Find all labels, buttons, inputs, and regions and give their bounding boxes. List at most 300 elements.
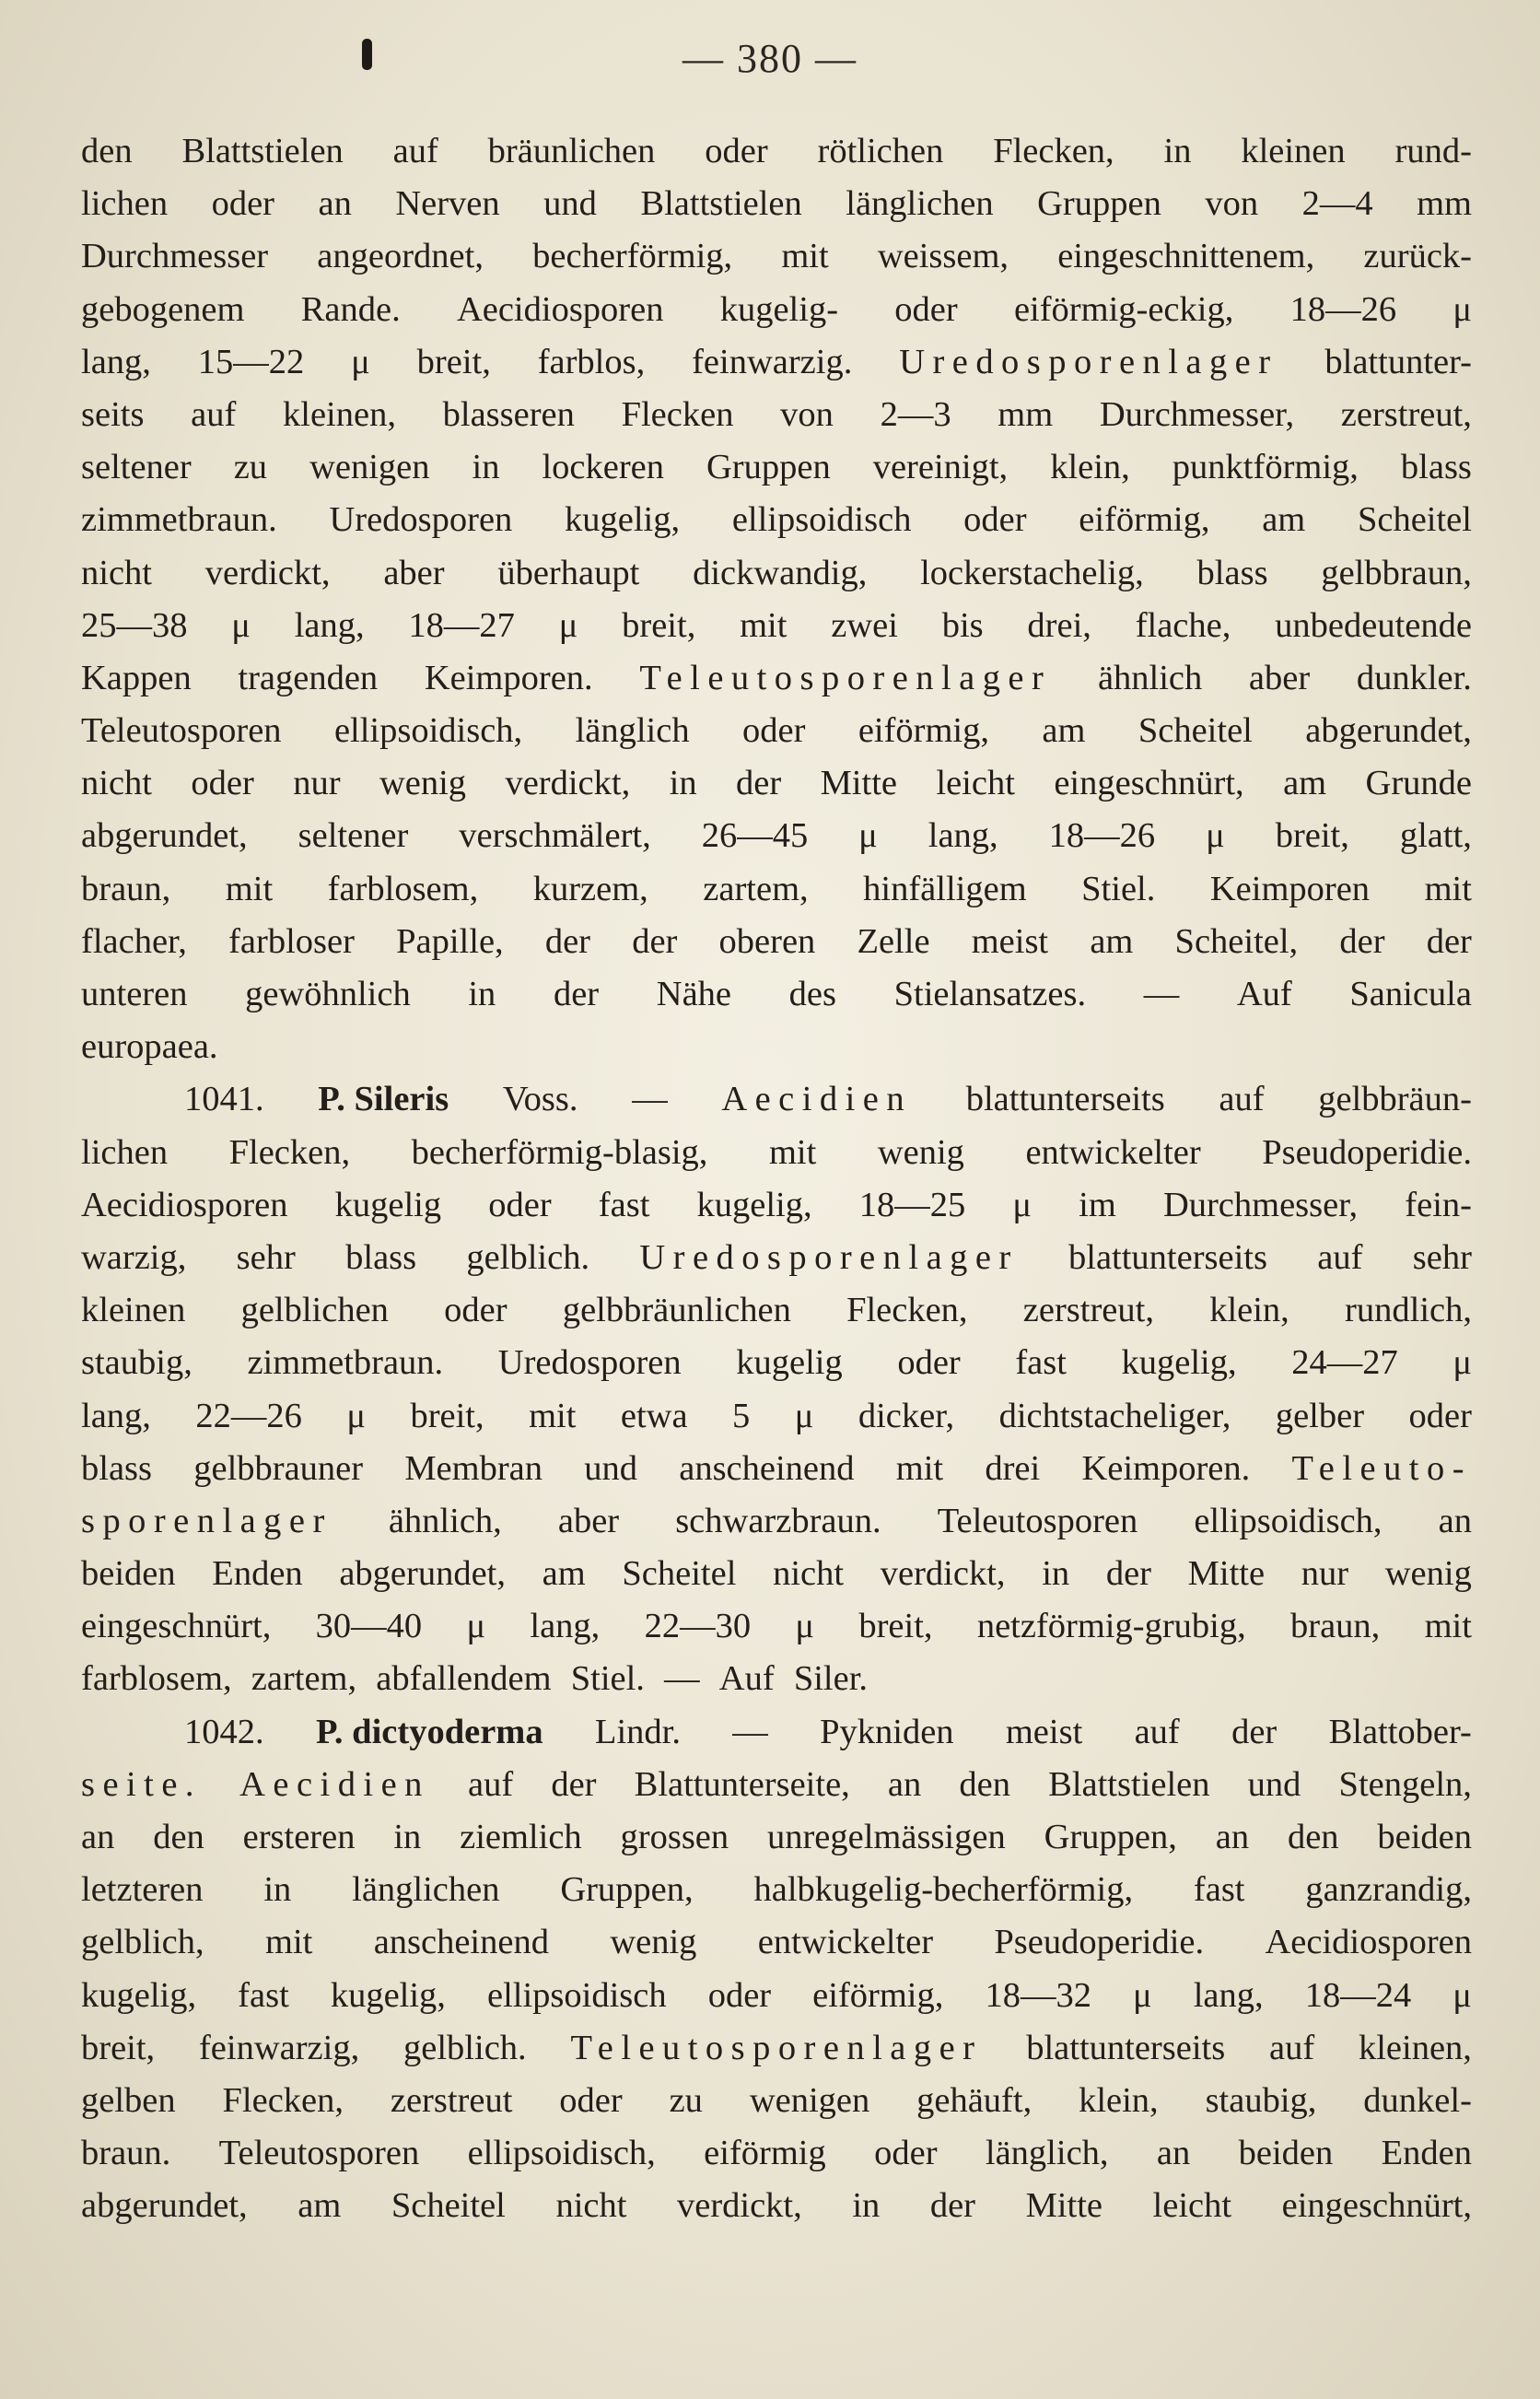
word: eiförmig xyxy=(704,2134,826,2173)
word: seits xyxy=(81,394,145,434)
word: feinwarzig. xyxy=(692,342,853,381)
word: staubig, xyxy=(1205,2080,1317,2120)
word: der xyxy=(1339,921,1385,961)
word: meist xyxy=(1005,1712,1083,1751)
word: nicht xyxy=(555,2186,627,2226)
word: fast xyxy=(238,1975,289,2015)
word: staubig, xyxy=(81,1343,192,1383)
word: seltener xyxy=(298,816,409,856)
word: blass xyxy=(345,1237,417,1277)
word: auf xyxy=(1134,1712,1180,1751)
word: Stiel. xyxy=(1081,869,1156,908)
word: lockerstachelig, xyxy=(920,553,1144,592)
text-line xyxy=(81,284,1472,336)
word: Flecken, xyxy=(993,132,1114,170)
word: weissem, xyxy=(877,237,1009,276)
word: breit, xyxy=(416,342,491,381)
word: oder xyxy=(444,1291,508,1330)
word: der xyxy=(1105,1554,1151,1594)
word: den xyxy=(959,1764,1010,1804)
word: verdickt, xyxy=(880,1554,1006,1594)
word: klein, xyxy=(1079,2080,1159,2120)
word: gelblich. xyxy=(403,2028,527,2067)
word: μ xyxy=(351,342,370,381)
word: oder xyxy=(488,1185,552,1224)
word: in xyxy=(468,975,496,1013)
word: wenig xyxy=(379,764,467,803)
text-line xyxy=(81,389,1472,441)
word: Aecidiosporen xyxy=(456,289,664,329)
word: seite. xyxy=(81,1764,202,1804)
word: dichtstacheliger, xyxy=(998,1396,1231,1435)
text-line xyxy=(81,1021,1472,1073)
text-line xyxy=(81,652,1472,705)
word: kleinen xyxy=(1241,132,1346,170)
word: in xyxy=(1163,132,1192,170)
word: verdickt, xyxy=(204,553,331,592)
word: μ xyxy=(346,1396,366,1435)
word: zurück- xyxy=(1363,237,1472,276)
word: μ xyxy=(231,605,251,645)
word: verdickt, xyxy=(505,764,631,803)
word: an xyxy=(318,184,352,224)
word: oder xyxy=(1408,1396,1472,1435)
word: blattunterseits xyxy=(965,1080,1165,1119)
word: verschmälert, xyxy=(459,816,651,856)
word: der xyxy=(1426,921,1472,961)
word: Teleutosporen xyxy=(937,1501,1138,1540)
word: Voss. xyxy=(502,1080,578,1119)
word: zartem, xyxy=(703,869,809,908)
word: abgerundet, xyxy=(1305,711,1472,751)
word: in xyxy=(852,2186,881,2226)
word: Gruppen xyxy=(1037,184,1161,224)
word: nicht xyxy=(773,1554,845,1594)
text-line xyxy=(81,600,1472,652)
word: gelbbräunlichen xyxy=(562,1291,791,1330)
word: farblosem, xyxy=(81,1659,232,1699)
word: dunkel- xyxy=(1363,2080,1472,2120)
word: beiden xyxy=(1377,1818,1472,1856)
text-line xyxy=(81,336,1472,389)
word: oder xyxy=(874,2134,938,2173)
word: unbedeutende xyxy=(1275,605,1472,645)
word: oder xyxy=(894,289,958,329)
page-number: — 380 — xyxy=(682,36,858,81)
word: lang, xyxy=(81,342,151,381)
word: kleinen xyxy=(81,1291,186,1330)
word: farbloser xyxy=(228,921,355,961)
word: Stielansatzes. xyxy=(893,975,1087,1013)
word: in xyxy=(669,764,697,803)
word: beiden xyxy=(1238,2134,1334,2173)
word: Teleutosporenlager xyxy=(570,2028,983,2067)
word: sporenlager xyxy=(81,1501,332,1540)
word: farblosem, xyxy=(327,869,479,908)
word: μ xyxy=(558,605,578,645)
word: dicker, xyxy=(858,1396,955,1435)
text-line xyxy=(81,230,1472,283)
text-line xyxy=(81,863,1472,916)
word: auf xyxy=(1317,1237,1363,1277)
word: kugelig, xyxy=(330,1975,446,2015)
word: nicht xyxy=(81,553,152,592)
word: Flecken, xyxy=(846,1291,968,1330)
word: länglich xyxy=(575,711,690,751)
word: unteren xyxy=(81,975,188,1013)
word: fast xyxy=(1015,1343,1067,1383)
word: des xyxy=(788,975,836,1013)
word: eingeschnürt, xyxy=(81,1607,272,1646)
word: abgerundet, xyxy=(339,1554,506,1594)
word: eingeschnürt, xyxy=(1281,2186,1472,2226)
word: an xyxy=(1438,1501,1472,1540)
word: Aecidiosporen xyxy=(81,1185,288,1224)
word: zu xyxy=(669,2080,703,2120)
word: Teleuto- xyxy=(1291,1448,1472,1488)
word: zwei xyxy=(831,605,898,645)
word: von xyxy=(1205,184,1259,224)
word: wenigen xyxy=(309,448,430,487)
word: feinwarzig, xyxy=(198,2028,360,2067)
word: in xyxy=(263,1870,292,1910)
word: zu xyxy=(233,448,268,487)
text-line xyxy=(81,1548,1472,1600)
word: klein, xyxy=(1209,1291,1289,1330)
word: 18—32 xyxy=(985,1975,1091,2015)
word: mm xyxy=(998,394,1054,434)
word: ellipsoidisch, xyxy=(467,2134,656,2173)
word: in xyxy=(472,448,500,487)
word: letzteren xyxy=(81,1870,204,1910)
text-line xyxy=(81,125,1472,178)
word: P. Sileris xyxy=(318,1080,449,1119)
word: Teleutosporen xyxy=(218,2134,420,2173)
word: leicht xyxy=(936,764,1015,803)
word: ellipsoidisch, xyxy=(1194,1501,1382,1540)
word: angeordnet, xyxy=(317,237,484,276)
word: oder xyxy=(707,1975,772,2015)
word: Grunde xyxy=(1365,764,1472,803)
text-line xyxy=(81,1337,1472,1389)
word: an xyxy=(887,1764,922,1804)
word: grossen xyxy=(620,1818,729,1856)
text-line xyxy=(81,1073,1472,1126)
word: auf xyxy=(1219,1080,1265,1119)
word: bis xyxy=(941,605,984,645)
word: gelber xyxy=(1275,1396,1365,1435)
word: 25—38 xyxy=(81,605,188,645)
word: abfallendem xyxy=(376,1659,552,1699)
word: Flecken, xyxy=(222,2080,344,2120)
word: Gruppen, xyxy=(560,1870,694,1910)
word: Scheitel xyxy=(622,1554,737,1594)
word: mit xyxy=(225,869,274,908)
word: Keimporen. xyxy=(424,658,593,697)
word: breit, xyxy=(81,2028,156,2067)
word: den xyxy=(153,1818,204,1856)
word: anscheinend xyxy=(373,1923,549,1962)
word: 22—26 xyxy=(195,1396,302,1435)
word: kugelig- xyxy=(719,289,839,329)
word: zerstreut, xyxy=(1022,1291,1154,1330)
word: — xyxy=(732,1712,768,1751)
word: rundlich, xyxy=(1345,1291,1472,1330)
word: Durchmesser, xyxy=(1099,394,1295,434)
word: Scheitel xyxy=(1138,711,1253,751)
word: kugelig xyxy=(334,1185,442,1224)
word: lang, xyxy=(81,1396,151,1435)
word: flacher, xyxy=(81,921,187,961)
word: Rande. xyxy=(300,289,401,329)
word: ähnlich, xyxy=(388,1501,502,1540)
word: Keimporen. xyxy=(1081,1448,1251,1488)
word: Scheitel xyxy=(391,2186,506,2226)
word: seltener xyxy=(81,448,192,487)
word: μ xyxy=(858,816,878,856)
word: in xyxy=(393,1818,422,1856)
word: eiförmig, xyxy=(858,711,990,751)
word: ellipsoidisch, xyxy=(333,711,523,751)
word: fein- xyxy=(1405,1185,1472,1224)
word: ellipsoidisch xyxy=(731,500,912,540)
word: gelbbraun, xyxy=(1321,553,1472,592)
text-line xyxy=(81,1864,1472,1916)
word: 22—30 xyxy=(644,1607,752,1646)
word: Durchmesser, xyxy=(1162,1185,1359,1224)
word: zerstreut, xyxy=(1340,394,1472,434)
word: oder xyxy=(191,764,254,803)
text-line xyxy=(81,1284,1472,1337)
word: ellipsoidisch xyxy=(487,1975,667,2015)
word: verdickt, xyxy=(676,2186,802,2226)
word: — xyxy=(664,1659,700,1699)
word: im xyxy=(1079,1185,1116,1224)
word: oder xyxy=(742,711,806,751)
text-line xyxy=(81,810,1472,862)
word: Scheitel, xyxy=(1174,921,1299,961)
word: kleinen, xyxy=(283,394,396,434)
word: Mitte xyxy=(1025,2186,1102,2226)
word: der xyxy=(551,1764,597,1804)
word: mit xyxy=(265,1923,313,1962)
word: gehäuft, xyxy=(916,2080,1032,2120)
word: am xyxy=(298,2186,342,2226)
word: Enden xyxy=(1381,2134,1472,2173)
text-line xyxy=(81,1443,1472,1495)
word: Enden xyxy=(212,1554,303,1594)
word: blass xyxy=(81,1448,152,1488)
text-line xyxy=(81,2127,1472,2180)
word: gelblichen xyxy=(240,1291,389,1330)
word: mm xyxy=(1417,184,1472,224)
word: blasseren xyxy=(442,394,575,434)
text-line xyxy=(81,1653,1472,1705)
word: der xyxy=(735,764,782,803)
word: am xyxy=(1042,711,1086,751)
word: Flecken xyxy=(621,394,734,434)
word: auf xyxy=(468,1764,514,1804)
text-line xyxy=(81,1916,1472,1969)
word: den xyxy=(81,132,133,170)
word: oder xyxy=(705,132,768,170)
word: rund- xyxy=(1394,132,1472,170)
word: Aecidien xyxy=(721,1080,913,1119)
word: eiförmig-eckig, xyxy=(1013,289,1234,329)
word: Blattstielen xyxy=(181,132,344,170)
text-line xyxy=(81,1127,1472,1179)
word: und xyxy=(584,1448,637,1488)
word: Stengeln, xyxy=(1338,1764,1472,1804)
word: 18—26 xyxy=(1048,816,1156,856)
word: ganzrandig, xyxy=(1305,1870,1472,1910)
word: sehr xyxy=(236,1237,296,1277)
word: am xyxy=(1262,500,1306,540)
word: kugelig xyxy=(736,1343,843,1383)
word: Teleutosporen xyxy=(81,711,282,751)
word: 1042. xyxy=(184,1712,264,1751)
word: halbkugelig-becherförmig, xyxy=(753,1870,1134,1910)
word: länglich, xyxy=(985,2134,1109,2173)
word: zartem, xyxy=(251,1659,357,1699)
word: tragenden xyxy=(238,658,379,697)
word: oberen xyxy=(718,921,816,961)
word: oder xyxy=(897,1343,961,1383)
word: mit xyxy=(529,1396,577,1435)
word: Uredosporen xyxy=(497,1343,682,1383)
word: an xyxy=(1215,1818,1250,1856)
word: eingeschnittenem, xyxy=(1057,237,1315,276)
word: Membran xyxy=(404,1448,543,1488)
word: Keimporen xyxy=(1209,869,1371,908)
word: 2—4 xyxy=(1301,184,1373,224)
word: am xyxy=(1283,764,1327,803)
word: länglichen xyxy=(352,1870,500,1910)
word: der xyxy=(1231,1712,1278,1751)
word: 1041. xyxy=(184,1080,264,1119)
word: Pykniden xyxy=(820,1712,954,1751)
word: kurzem, xyxy=(532,869,648,908)
word: eiförmig, xyxy=(812,1975,944,2015)
word: Blattstielen xyxy=(1048,1764,1210,1804)
word: Scheitel xyxy=(1357,500,1472,540)
word: μ xyxy=(794,1396,814,1435)
text-line xyxy=(81,441,1472,494)
word: nur xyxy=(1301,1554,1349,1594)
word: breit, xyxy=(622,605,696,645)
word: lichen xyxy=(81,1132,169,1172)
word: wenigen xyxy=(749,2080,870,2120)
word: eingeschnürt, xyxy=(1054,764,1244,803)
word: lang, xyxy=(1193,1975,1264,2015)
word: wenig xyxy=(877,1132,964,1172)
word: wenig xyxy=(610,1923,697,1962)
word: breit, xyxy=(1275,816,1349,856)
word: — xyxy=(632,1080,668,1119)
word: wenig xyxy=(1384,1554,1472,1594)
word: μ xyxy=(1452,289,1472,329)
word: μ xyxy=(1452,1343,1472,1383)
page-body-text xyxy=(81,125,1472,2233)
word: zimmetbraun. xyxy=(247,1343,444,1383)
word: drei xyxy=(985,1448,1041,1488)
word: μ xyxy=(1133,1975,1152,2015)
text-line xyxy=(81,1600,1472,1653)
word: glatt, xyxy=(1399,816,1472,856)
word: Blattstielen xyxy=(640,184,802,224)
word: fast xyxy=(1193,1870,1245,1910)
word: braun. xyxy=(81,2134,171,2173)
word: nur xyxy=(293,764,341,803)
word: ziemlich xyxy=(460,1818,582,1856)
word: punktförmig, xyxy=(1172,448,1359,487)
word: mit xyxy=(740,605,788,645)
word: blass xyxy=(1196,553,1268,592)
word: abgerundet, xyxy=(81,816,248,856)
word: Papille, xyxy=(396,921,504,961)
word: auf xyxy=(1269,2028,1315,2067)
word: Pseudoperidie. xyxy=(994,1923,1205,1962)
word: μ xyxy=(1452,1975,1472,2015)
word: entwickelter xyxy=(1025,1132,1201,1172)
word: Stiel. xyxy=(570,1659,645,1699)
text-line xyxy=(81,916,1472,968)
word: an xyxy=(81,1818,115,1856)
word: unregelmässigen xyxy=(766,1818,1006,1856)
text-line xyxy=(81,2022,1472,2075)
word: mit xyxy=(1424,869,1472,908)
word: kugelig, xyxy=(696,1185,812,1224)
word: Nerven xyxy=(395,184,500,224)
word: 18—26 xyxy=(1289,289,1397,329)
text-line xyxy=(81,1390,1472,1443)
word: kugelig, xyxy=(565,500,681,540)
word: anscheinend xyxy=(679,1448,855,1488)
word: breit, xyxy=(410,1396,484,1435)
word: fast xyxy=(598,1185,650,1224)
word: — xyxy=(1143,975,1180,1013)
word: Mitte xyxy=(1187,1554,1266,1594)
word: kleinen, xyxy=(1358,2028,1472,2067)
word: rötlichen xyxy=(817,132,944,170)
word: den xyxy=(1287,1818,1339,1856)
word: lang, xyxy=(530,1607,601,1646)
word: gelbbräun- xyxy=(1318,1080,1472,1119)
word: oder xyxy=(963,500,1027,540)
word: und xyxy=(1247,1764,1301,1804)
text-line xyxy=(81,1706,1472,1759)
word: der xyxy=(929,2186,975,2226)
word: Gruppen, xyxy=(1044,1818,1177,1856)
word: mit xyxy=(781,237,829,276)
word: meist xyxy=(971,921,1049,961)
word: nicht xyxy=(81,764,152,803)
word: aber xyxy=(1248,658,1311,697)
word: 24—27 xyxy=(1291,1343,1398,1383)
word: gebogenem xyxy=(81,289,245,329)
word: sehr xyxy=(1412,1237,1472,1277)
word: 15—22 xyxy=(197,342,305,381)
word: Pseudoperidie. xyxy=(1262,1132,1472,1172)
text-line xyxy=(81,1970,1472,2022)
text-line xyxy=(81,1811,1472,1864)
word: netzförmig-grubig, xyxy=(976,1607,1246,1646)
word: entwickelter xyxy=(757,1923,934,1962)
word: dunkler. xyxy=(1356,658,1472,697)
word: schwarzbraun. xyxy=(675,1501,881,1540)
word: zimmetbraun. xyxy=(81,500,277,540)
word: Blattunterseite, xyxy=(634,1764,850,1804)
